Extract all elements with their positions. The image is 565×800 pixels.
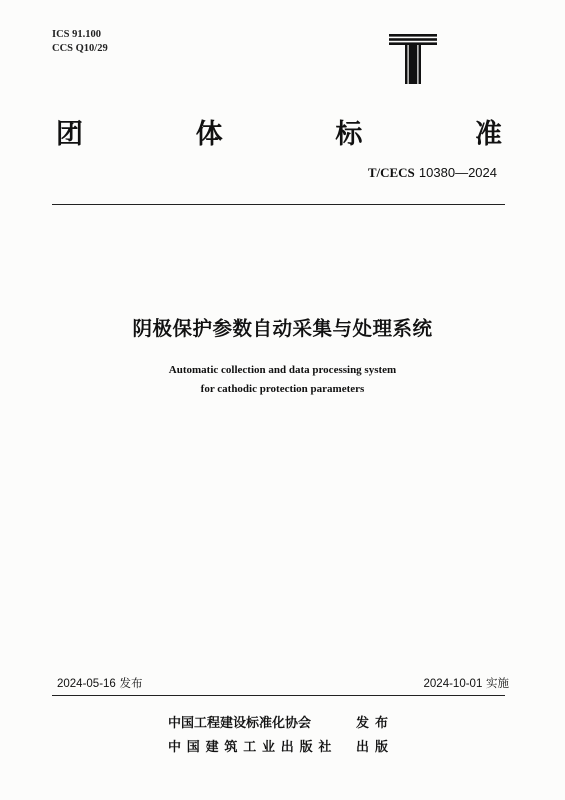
standard-code-number: 10380—2024	[418, 165, 497, 180]
standard-type-char: 团	[56, 119, 83, 150]
standard-type-char: 体	[195, 119, 223, 150]
standard-code-prefix: T/CECS	[367, 165, 415, 180]
issue-label: 发布	[119, 676, 143, 690]
chinese-title: 阴极保护参数自动采集与处理系统	[132, 317, 433, 340]
publisher-name: 中国工程建设标准化协会	[168, 716, 312, 731]
implement-date-value: 2024-10-01	[423, 678, 483, 690]
issue-date	[57, 675, 142, 691]
classification-codes	[52, 28, 108, 56]
issue-date-value: 2024-05-16	[57, 678, 116, 690]
top-divider	[52, 204, 505, 205]
implement-label: 实施	[486, 676, 509, 690]
ccs-code: CCS Q10/29	[52, 43, 108, 54]
standard-type-char: 准	[474, 119, 502, 150]
bottom-divider	[52, 695, 505, 696]
standard-code	[368, 165, 497, 181]
english-title	[0, 361, 565, 399]
t-standard-logo-icon	[387, 33, 439, 85]
publisher-row	[168, 736, 394, 760]
standard-type-char: 标	[335, 119, 363, 150]
ics-code: ICS 91.100	[52, 29, 102, 40]
implement-date	[424, 675, 509, 691]
publisher-name: 中国建筑工业出版社	[168, 740, 338, 755]
publisher-row	[168, 712, 394, 736]
standard-type-heading	[56, 112, 502, 151]
english-title-line: for cathodic protection parameters	[200, 383, 365, 395]
publishers-block	[168, 712, 394, 760]
english-title-line: Automatic collection and data processing system	[168, 364, 397, 376]
publisher-role: 发布	[356, 716, 395, 731]
publisher-role: 出版	[356, 740, 395, 755]
